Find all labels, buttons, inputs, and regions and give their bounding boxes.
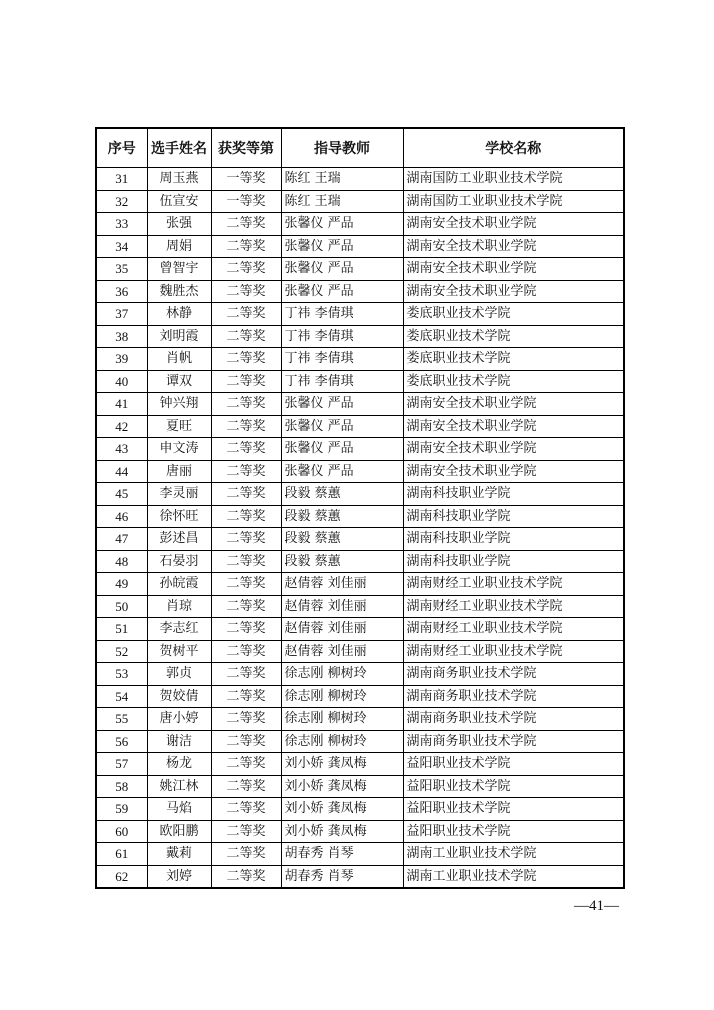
cell-school-name: 湖南财经工业职业技术学院 [403, 640, 624, 663]
cell-serial-no: 47 [96, 528, 147, 551]
cell-contestant-name: 钟兴翔 [147, 393, 211, 416]
cell-instructors: 丁祎 李倩琪 [281, 325, 403, 348]
cell-school-name: 湖南安全技术职业学院 [403, 415, 624, 438]
cell-serial-no: 58 [96, 775, 147, 798]
table-row [96, 730, 624, 753]
cell-school-name: 湖南商务职业技术学院 [403, 663, 624, 686]
cell-award-level: 二等奖 [211, 865, 281, 888]
cell-contestant-name: 曾智宇 [147, 258, 211, 281]
cell-award-level: 二等奖 [211, 820, 281, 843]
table-row [96, 528, 624, 551]
cell-serial-no: 34 [96, 235, 147, 258]
cell-serial-no: 46 [96, 505, 147, 528]
cell-serial-no: 48 [96, 550, 147, 573]
cell-instructors: 张馨仪 严品 [281, 280, 403, 303]
table-body [96, 168, 624, 889]
table-row [96, 573, 624, 596]
cell-school-name: 湖南科技职业学院 [403, 528, 624, 551]
cell-award-level: 二等奖 [211, 370, 281, 393]
cell-award-level: 二等奖 [211, 550, 281, 573]
cell-school-name: 湖南安全技术职业学院 [403, 460, 624, 483]
cell-serial-no: 59 [96, 798, 147, 821]
cell-school-name: 益阳职业技术学院 [403, 820, 624, 843]
page-number: —41— [574, 898, 619, 914]
cell-contestant-name: 谢洁 [147, 730, 211, 753]
cell-contestant-name: 唐小婷 [147, 708, 211, 731]
cell-contestant-name: 刘婷 [147, 865, 211, 888]
cell-school-name: 湖南科技职业学院 [403, 505, 624, 528]
cell-school-name: 湖南安全技术职业学院 [403, 393, 624, 416]
cell-school-name: 湖南商务职业技术学院 [403, 708, 624, 731]
cell-serial-no: 53 [96, 663, 147, 686]
cell-instructors: 丁祎 李倩琪 [281, 370, 403, 393]
cell-instructors: 张馨仪 严品 [281, 438, 403, 461]
cell-serial-no: 39 [96, 348, 147, 371]
cell-award-level: 二等奖 [211, 708, 281, 731]
cell-award-level: 二等奖 [211, 280, 281, 303]
table-row [96, 775, 624, 798]
table-row [96, 370, 624, 393]
table-row [96, 168, 624, 191]
cell-serial-no: 41 [96, 393, 147, 416]
table-row [96, 843, 624, 866]
cell-contestant-name: 欧阳鹏 [147, 820, 211, 843]
table-row [96, 708, 624, 731]
cell-serial-no: 54 [96, 685, 147, 708]
cell-award-level: 二等奖 [211, 393, 281, 416]
cell-contestant-name: 夏旺 [147, 415, 211, 438]
table-row [96, 798, 624, 821]
cell-serial-no: 56 [96, 730, 147, 753]
cell-award-level: 二等奖 [211, 235, 281, 258]
cell-serial-no: 31 [96, 168, 147, 191]
cell-school-name: 益阳职业技术学院 [403, 775, 624, 798]
cell-contestant-name: 贺姣倩 [147, 685, 211, 708]
cell-instructors: 徐志刚 柳树玲 [281, 730, 403, 753]
cell-serial-no: 51 [96, 618, 147, 641]
cell-award-level: 二等奖 [211, 843, 281, 866]
cell-award-level: 二等奖 [211, 573, 281, 596]
cell-school-name: 益阳职业技术学院 [403, 798, 624, 821]
table-row [96, 348, 624, 371]
cell-instructors: 段毅 蔡蕙 [281, 483, 403, 506]
cell-serial-no: 52 [96, 640, 147, 663]
cell-contestant-name: 贺树平 [147, 640, 211, 663]
cell-serial-no: 37 [96, 303, 147, 326]
cell-instructors: 张馨仪 严品 [281, 460, 403, 483]
cell-instructors: 陈红 王瑞 [281, 190, 403, 213]
cell-instructors: 赵倩蓉 刘佳丽 [281, 640, 403, 663]
table-row [96, 685, 624, 708]
cell-serial-no: 44 [96, 460, 147, 483]
cell-serial-no: 40 [96, 370, 147, 393]
cell-award-level: 二等奖 [211, 640, 281, 663]
table-row [96, 483, 624, 506]
cell-instructors: 刘小娇 龚凤梅 [281, 753, 403, 776]
cell-award-level: 二等奖 [211, 663, 281, 686]
cell-award-level: 二等奖 [211, 348, 281, 371]
table-row [96, 190, 624, 213]
cell-award-level: 一等奖 [211, 168, 281, 191]
cell-instructors: 张馨仪 严品 [281, 415, 403, 438]
cell-award-level: 二等奖 [211, 438, 281, 461]
cell-serial-no: 45 [96, 483, 147, 506]
cell-instructors: 张馨仪 严品 [281, 393, 403, 416]
header-school-name: 学校名称 [403, 128, 624, 168]
cell-contestant-name: 徐怀旺 [147, 505, 211, 528]
cell-instructors: 赵倩蓉 刘佳丽 [281, 618, 403, 641]
table-header-row [96, 128, 624, 168]
cell-contestant-name: 唐丽 [147, 460, 211, 483]
table-row [96, 438, 624, 461]
cell-school-name: 湖南安全技术职业学院 [403, 258, 624, 281]
cell-school-name: 湖南安全技术职业学院 [403, 438, 624, 461]
cell-instructors: 丁祎 李倩琪 [281, 303, 403, 326]
cell-serial-no: 33 [96, 213, 147, 236]
cell-award-level: 二等奖 [211, 325, 281, 348]
cell-contestant-name: 魏胜杰 [147, 280, 211, 303]
cell-contestant-name: 姚江林 [147, 775, 211, 798]
cell-serial-no: 60 [96, 820, 147, 843]
cell-contestant-name: 马焰 [147, 798, 211, 821]
cell-contestant-name: 戴莉 [147, 843, 211, 866]
cell-award-level: 二等奖 [211, 505, 281, 528]
table-row [96, 550, 624, 573]
table-row [96, 393, 624, 416]
cell-school-name: 娄底职业技术学院 [403, 370, 624, 393]
cell-serial-no: 49 [96, 573, 147, 596]
cell-contestant-name: 伍宣安 [147, 190, 211, 213]
cell-school-name: 湖南商务职业技术学院 [403, 730, 624, 753]
cell-award-level: 一等奖 [211, 190, 281, 213]
cell-contestant-name: 李灵丽 [147, 483, 211, 506]
table-row [96, 280, 624, 303]
cell-contestant-name: 周玉燕 [147, 168, 211, 191]
table-row [96, 213, 624, 236]
cell-contestant-name: 肖帆 [147, 348, 211, 371]
cell-school-name: 娄底职业技术学院 [403, 303, 624, 326]
cell-serial-no: 35 [96, 258, 147, 281]
table-row [96, 325, 624, 348]
table-row [96, 820, 624, 843]
cell-instructors: 张馨仪 严品 [281, 258, 403, 281]
table-row [96, 865, 624, 888]
cell-instructors: 丁祎 李倩琪 [281, 348, 403, 371]
cell-contestant-name: 张强 [147, 213, 211, 236]
cell-contestant-name: 周娟 [147, 235, 211, 258]
cell-award-level: 二等奖 [211, 415, 281, 438]
cell-award-level: 二等奖 [211, 618, 281, 641]
cell-school-name: 湖南财经工业职业技术学院 [403, 573, 624, 596]
table-row [96, 640, 624, 663]
cell-award-level: 二等奖 [211, 460, 281, 483]
cell-contestant-name: 林静 [147, 303, 211, 326]
cell-serial-no: 50 [96, 595, 147, 618]
cell-school-name: 湖南安全技术职业学院 [403, 280, 624, 303]
cell-instructors: 段毅 蔡蕙 [281, 528, 403, 551]
cell-award-level: 二等奖 [211, 595, 281, 618]
table-row [96, 303, 624, 326]
header-award-level: 获奖等第 [211, 128, 281, 168]
cell-serial-no: 36 [96, 280, 147, 303]
cell-instructors: 张馨仪 严品 [281, 235, 403, 258]
cell-school-name: 娄底职业技术学院 [403, 325, 624, 348]
table-row [96, 235, 624, 258]
cell-serial-no: 62 [96, 865, 147, 888]
header-serial-no: 序号 [96, 128, 147, 168]
cell-school-name: 湖南国防工业职业技术学院 [403, 190, 624, 213]
cell-school-name: 湖南财经工业职业技术学院 [403, 618, 624, 641]
cell-contestant-name: 刘明霞 [147, 325, 211, 348]
cell-instructors: 赵倩蓉 刘佳丽 [281, 573, 403, 596]
cell-contestant-name: 申文涛 [147, 438, 211, 461]
cell-contestant-name: 谭双 [147, 370, 211, 393]
cell-instructors: 张馨仪 严品 [281, 213, 403, 236]
cell-serial-no: 32 [96, 190, 147, 213]
cell-serial-no: 61 [96, 843, 147, 866]
cell-school-name: 湖南工业职业技术学院 [403, 843, 624, 866]
cell-award-level: 二等奖 [211, 775, 281, 798]
cell-contestant-name: 彭述昌 [147, 528, 211, 551]
cell-serial-no: 42 [96, 415, 147, 438]
table-row [96, 415, 624, 438]
cell-instructors: 刘小娇 龚凤梅 [281, 775, 403, 798]
cell-award-level: 二等奖 [211, 753, 281, 776]
cell-award-level: 二等奖 [211, 213, 281, 236]
cell-contestant-name: 杨龙 [147, 753, 211, 776]
cell-instructors: 陈红 王瑞 [281, 168, 403, 191]
cell-serial-no: 55 [96, 708, 147, 731]
cell-instructors: 赵倩蓉 刘佳丽 [281, 595, 403, 618]
table-row [96, 460, 624, 483]
header-instructors: 指导教师 [281, 128, 403, 168]
cell-contestant-name: 石晏羽 [147, 550, 211, 573]
cell-contestant-name: 肖琼 [147, 595, 211, 618]
cell-instructors: 胡春秀 肖琴 [281, 865, 403, 888]
cell-award-level: 二等奖 [211, 798, 281, 821]
cell-serial-no: 57 [96, 753, 147, 776]
cell-school-name: 湖南工业职业技术学院 [403, 865, 624, 888]
cell-contestant-name: 孙皖霞 [147, 573, 211, 596]
cell-award-level: 二等奖 [211, 528, 281, 551]
cell-instructors: 徐志刚 柳树玲 [281, 663, 403, 686]
cell-school-name: 湖南商务职业技术学院 [403, 685, 624, 708]
cell-award-level: 二等奖 [211, 483, 281, 506]
cell-instructors: 徐志刚 柳树玲 [281, 708, 403, 731]
cell-instructors: 段毅 蔡蕙 [281, 505, 403, 528]
cell-award-level: 二等奖 [211, 685, 281, 708]
cell-contestant-name: 郭贞 [147, 663, 211, 686]
cell-serial-no: 43 [96, 438, 147, 461]
award-table [95, 127, 625, 889]
cell-instructors: 胡春秀 肖琴 [281, 843, 403, 866]
cell-school-name: 湖南财经工业职业技术学院 [403, 595, 624, 618]
cell-contestant-name: 李志红 [147, 618, 211, 641]
table-row [96, 505, 624, 528]
cell-school-name: 娄底职业技术学院 [403, 348, 624, 371]
table-row [96, 618, 624, 641]
cell-award-level: 二等奖 [211, 258, 281, 281]
cell-school-name: 湖南安全技术职业学院 [403, 213, 624, 236]
table-row [96, 753, 624, 776]
cell-instructors: 刘小娇 龚凤梅 [281, 798, 403, 821]
cell-award-level: 二等奖 [211, 730, 281, 753]
cell-serial-no: 38 [96, 325, 147, 348]
cell-school-name: 湖南科技职业学院 [403, 550, 624, 573]
cell-school-name: 湖南安全技术职业学院 [403, 235, 624, 258]
cell-instructors: 段毅 蔡蕙 [281, 550, 403, 573]
cell-instructors: 徐志刚 柳树玲 [281, 685, 403, 708]
header-contestant-name: 选手姓名 [147, 128, 211, 168]
cell-school-name: 益阳职业技术学院 [403, 753, 624, 776]
table-row [96, 663, 624, 686]
cell-school-name: 湖南科技职业学院 [403, 483, 624, 506]
cell-award-level: 二等奖 [211, 303, 281, 326]
cell-school-name: 湖南国防工业职业技术学院 [403, 168, 624, 191]
table-row [96, 595, 624, 618]
table-row [96, 258, 624, 281]
cell-instructors: 刘小娇 龚凤梅 [281, 820, 403, 843]
